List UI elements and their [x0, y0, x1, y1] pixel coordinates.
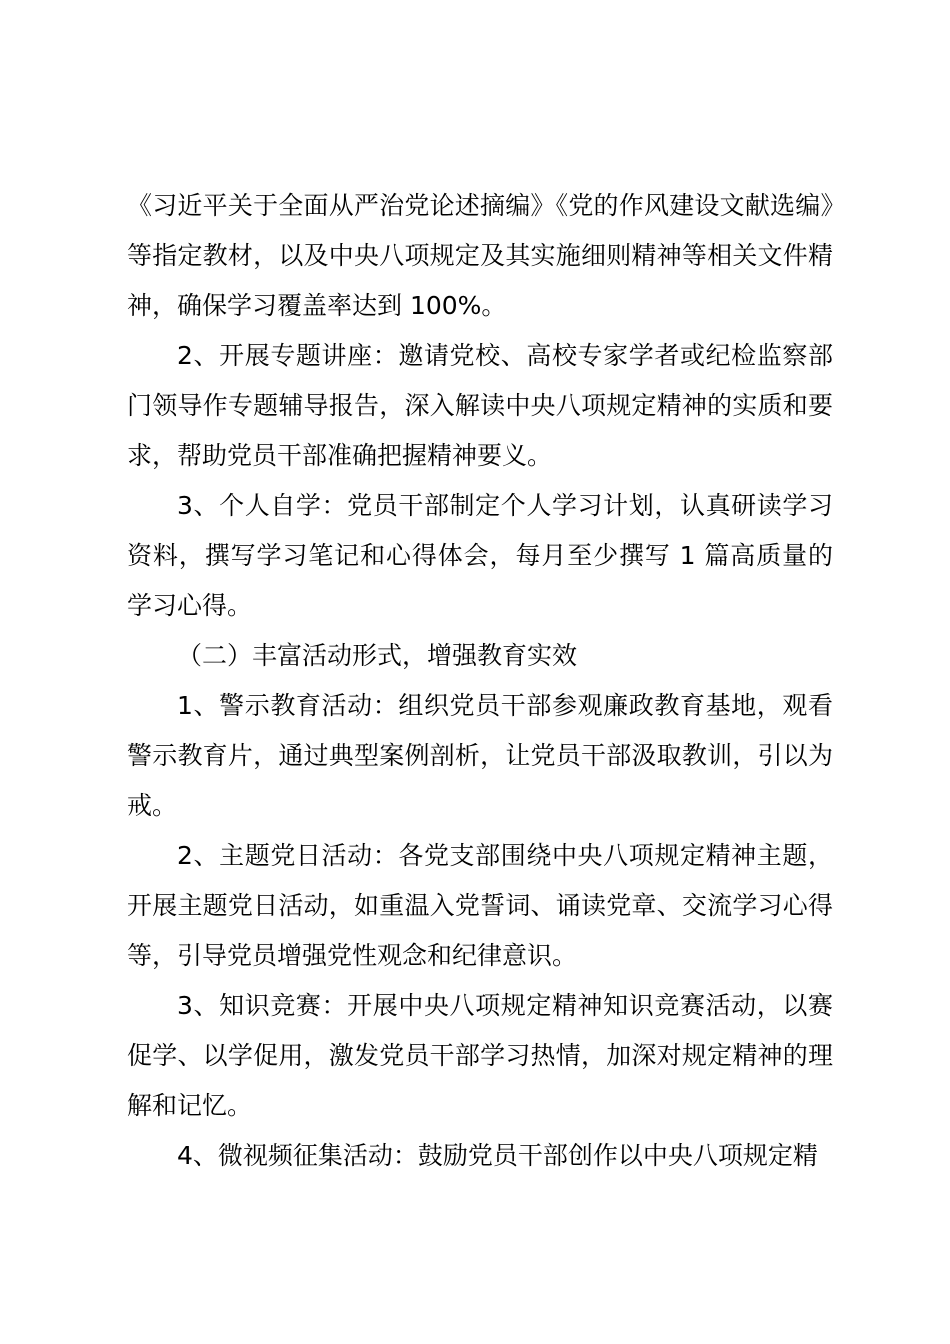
- paragraph-self-study: 3、个人自学：党员干部制定个人学习计划，认真研读学习资料，撰写学习笔记和心得体会，每月至少撰写 1 篇高质量的学习心得。: [127, 491, 833, 620]
- paragraph-continuation: 《习近平关于全面从严治党论述摘编》《党的作风建设文献选编》等指定教材，以及中央八项规定及其实施细则精神等相关文件精神，确保学习覆盖率达到 100%。: [127, 191, 833, 320]
- paragraph-special-lecture: 2、开展专题讲座：邀请党校、高校专家学者或纪检监察部门领导作专题辅导报告，深入解读中央八项规定精神的实质和要求，帮助党员干部准确把握精神要义。: [127, 341, 833, 470]
- paragraph-micro-video: 4、微视频征集活动：鼓励党员干部创作以中央八项规定精: [177, 1141, 818, 1170]
- paragraph-party-day: 2、主题党日活动：各党支部围绕中央八项规定精神主题，开展主题党日活动，如重温入党誓词、诵读党章、交流学习心得等，引导党员增强党性观念和纪律意识。: [127, 841, 833, 970]
- section-heading: （二）丰富活动形式，增强教育实效: [177, 641, 578, 670]
- document-body: [127, 181, 833, 1181]
- paragraph-knowledge-contest: 3、知识竞赛：开展中央八项规定精神知识竞赛活动，以赛促学、以学促用，激发党员干部学习热情，加深对规定精神的理解和记忆。: [127, 991, 833, 1120]
- paragraph-warning-education: 1、警示教育活动：组织党员干部参观廉政教育基地，观看警示教育片，通过典型案例剖析，让党员干部汲取教训，引以为戒。: [127, 691, 833, 820]
